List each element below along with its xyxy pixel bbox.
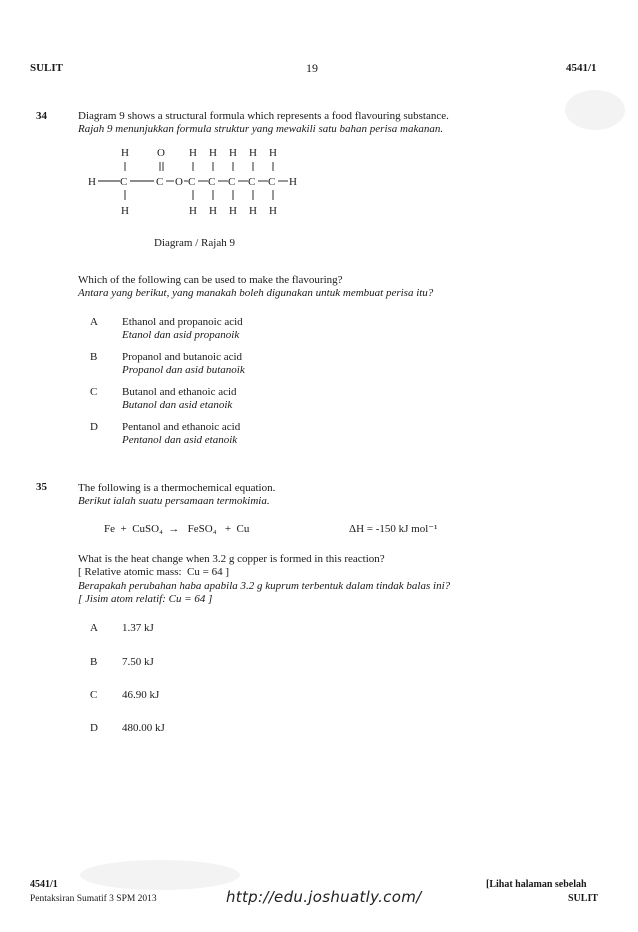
q34-stem-ms: Rajah 9 menunjukkan formula struktur yang mewakili satu bahan perisa makanan.	[78, 123, 444, 135]
q34-question-ms: Antara yang berikut, yang manakah boleh digunakan untuk membuat perisa itu?	[78, 287, 434, 299]
q35-option-d-text[interactable]: 480.00 kJ	[122, 722, 165, 734]
atom-h: H	[209, 147, 217, 159]
atom-h: H	[269, 205, 277, 217]
q35-stem-en: The following is a thermochemical equation.	[78, 482, 276, 494]
header-paper-code: 4541/1	[566, 62, 597, 74]
atom-c: C	[228, 176, 236, 188]
q35-option-b-letter[interactable]: B	[90, 656, 98, 668]
q34-stem-en: Diagram 9 shows a structural formula which represents a food flavouring substance.	[78, 110, 449, 122]
scan-artifact	[80, 860, 240, 890]
q35-option-c-letter[interactable]: C	[90, 689, 98, 701]
atom-h: H	[88, 176, 96, 188]
atom-c: C	[188, 176, 196, 188]
q35-stem-ms: Berikut ialah suatu persamaan termokimia.	[78, 495, 270, 507]
q34-option-b-en[interactable]: Propanol and butanoic acid	[122, 351, 243, 363]
structural-formula-diagram	[80, 140, 330, 232]
enthalpy-change: ΔH = -150 kJ mol⁻¹	[349, 523, 438, 535]
atom-h: H	[121, 147, 129, 159]
footer-url-link[interactable]: http://edu.joshuatly.com/	[226, 888, 422, 906]
q35-option-c-text[interactable]: 46.90 kJ	[122, 689, 160, 701]
q35-option-a-text[interactable]: 1.37 kJ	[122, 622, 154, 634]
q34-option-a-ms: Etanol dan asid propanoik	[122, 329, 240, 341]
atom-h: H	[249, 147, 257, 159]
footer-paper-code: 4541/1	[30, 879, 58, 890]
footer-exam-title: Pentaksiran Sumatif 3 SPM 2013	[30, 894, 157, 904]
page-number: 19	[306, 61, 318, 75]
q35-option-b-text[interactable]: 7.50 kJ	[122, 656, 154, 668]
q34-question-en: Which of the following can be used to make the flavouring?	[78, 274, 343, 286]
q35-question-ms: Berapakah perubahan haba apabila 3.2 g kuprum terbentuk dalam tindak balas ini?	[78, 580, 451, 592]
q35-note-en: [ Relative atomic mass: Cu = 64 ]	[78, 566, 230, 578]
atom-h: H	[189, 147, 197, 159]
q34-option-d-letter[interactable]: D	[90, 421, 98, 433]
atom-c: C	[208, 176, 216, 188]
q35-note-ms: [ Jisim atom relatif: Cu = 64 ]	[78, 593, 213, 605]
q34-option-b-ms: Propanol dan asid butanoik	[122, 364, 245, 376]
q34-option-a-letter[interactable]: A	[90, 316, 98, 328]
footer-sulit: SULIT	[568, 893, 599, 904]
diagram-caption: Diagram / Rajah 9	[154, 237, 235, 249]
q34-option-c-ms: Butanol dan asid etanoik	[122, 399, 233, 411]
q34-option-a-en[interactable]: Ethanol and propanoic acid	[122, 316, 243, 328]
atom-h: H	[189, 205, 197, 217]
q35-option-d-letter[interactable]: D	[90, 722, 98, 734]
header-sulit: SULIT	[30, 62, 64, 74]
atom-c: C	[268, 176, 276, 188]
atom-h: H	[229, 205, 237, 217]
atom-h: H	[249, 205, 257, 217]
q34-option-b-letter[interactable]: B	[90, 351, 98, 363]
atom-h: H	[229, 147, 237, 159]
thermochemical-equation: Fe + CuSO₄ → FeSO₄ + Cu	[104, 523, 250, 535]
atom-c: C	[120, 176, 128, 188]
q34-option-d-en[interactable]: Pentanol and ethanoic acid	[122, 421, 241, 433]
question-35-number: 35	[36, 481, 47, 493]
atom-o-carbonyl: O	[157, 147, 165, 159]
footer-turn-page: [Lihat halaman sebelah	[486, 879, 587, 890]
q35-option-a-letter[interactable]: A	[90, 622, 98, 634]
q34-option-c-en[interactable]: Butanol and ethanoic acid	[122, 386, 237, 398]
atom-h: H	[289, 176, 297, 188]
question-34-number: 34	[36, 110, 47, 122]
scan-artifact	[565, 90, 625, 130]
atom-c: C	[156, 176, 164, 188]
atom-h: H	[209, 205, 217, 217]
atom-h: H	[121, 205, 129, 217]
q34-option-d-ms: Pentanol dan asid etanoik	[122, 434, 238, 446]
atom-h: H	[269, 147, 277, 159]
q34-option-c-letter[interactable]: C	[90, 386, 98, 398]
q35-question-en: What is the heat change when 3.2 g copper is formed in this reaction?	[78, 553, 385, 565]
atom-o-ester: O	[175, 176, 183, 188]
atom-c: C	[248, 176, 256, 188]
